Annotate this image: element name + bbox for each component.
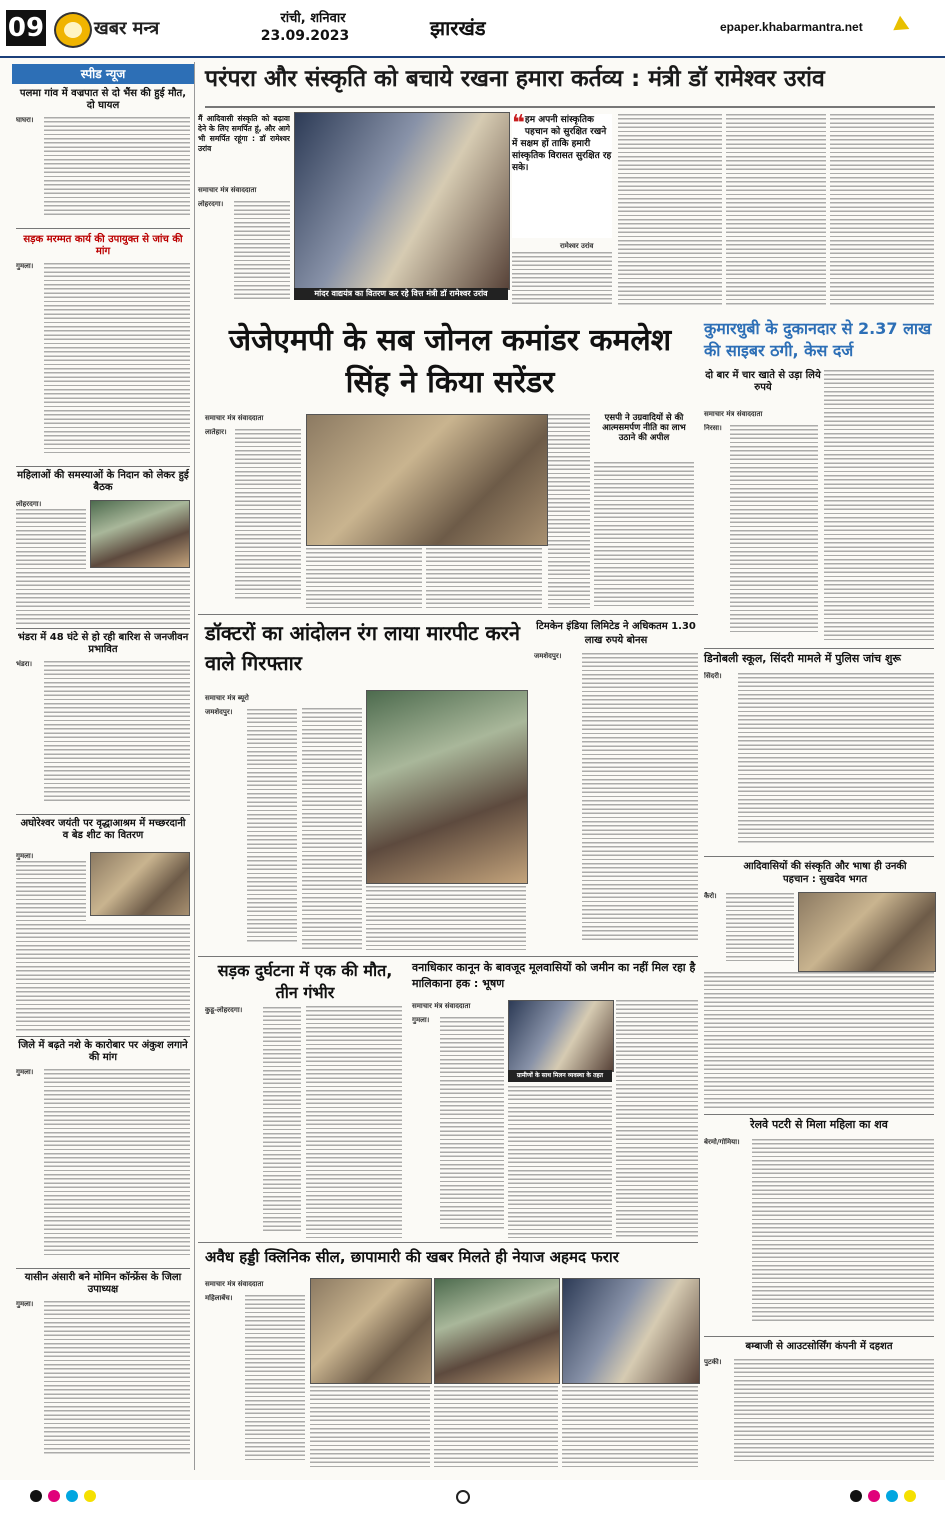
accident-col-1: कुडू-लोहरदगा। [205,1006,301,1238]
culture-col-1: कैरो। [704,892,794,968]
forest-col-2 [508,1086,612,1238]
divider [198,956,698,957]
doctors-col-3 [366,886,526,950]
logo-icon [54,12,92,48]
jjmp-col-3 [426,548,542,608]
top-story-byline: समाचार मंत्र संवाददाता [198,186,257,194]
cyber-subhead: दो बार में चार खाते से उड़ा लिये रुपये [705,370,821,393]
brand-name: खबर मन्त्र [94,18,160,39]
minister-photo [294,112,510,290]
left-story-5-body: गुमला। [16,852,86,922]
registration-dot-icon [868,1490,880,1502]
left-headline-2: सड़क मरम्मत कार्य की उपायुक्त से जांच की मांग [23,234,183,257]
divider [16,1036,190,1037]
left-story-5-text [16,924,190,1032]
left-headline-6: जिले में बढ़ते नशे के कारोबार पर अंकुश लगाने की मांग [18,1040,188,1063]
left-headline-7: यासीन अंसारी बने मोमिन कॉन्फ्रेंस के जिला उपाध्यक्ष [24,1272,182,1295]
jjmp-col-1: लातेहार। [205,428,301,608]
culture-photo [798,892,936,972]
doctors-col-1: जमशेदपुर। [205,708,297,950]
forest-photo-caption: ग्रामीणों के साथ मिलन व्यवस्था के तहत [508,1070,612,1082]
culture-headline: आदिवासियों की संस्कृति और भाषा ही उनकी पहचान : सुखदेव भगत [743,861,907,885]
divider [16,1268,190,1269]
quote-author: रामेश्वर उरांव [560,242,594,250]
cyber-col-1: निरसा। [704,424,818,642]
track-body: बेरमो/गोमिया। [704,1138,934,1332]
divider [704,648,934,649]
top-story-col-1: लोहरदगा। [198,200,290,308]
timken-headline: टिमकेन इंडिया लिमिटेड ने अधिकतम 1.30 लाख रुपये बोनस [536,621,696,646]
quote-mark-icon: ❝ [512,111,525,136]
outsourcing-body: पुटकी। [704,1358,934,1470]
registration-dot-icon [66,1490,78,1502]
divider [205,106,935,108]
doctors-col-2 [302,708,362,950]
left-story-1-body: घाघरा। [16,116,190,224]
divider [16,814,190,815]
top-story-intro: मैं आदिवासी संस्कृति को बढ़ावा देने के लिए समर्पित हूं, और आगे भी समर्पित रहूंगा : डॉ रामेश्वर उरांव [198,114,290,153]
registration-dot-icon [48,1490,60,1502]
left-story-3-body: लोहरदगा। [16,500,86,570]
left-story-4-body: भंडरा। [16,660,190,810]
section-title: झारखंड [430,16,486,40]
pull-quote: ❝ हम अपनी सांस्कृतिक पहचान को सुरक्षित रखने में सक्षम हों ताकि हमारी सांस्कृतिक विरासत सुरक्षित रह सके। [512,114,612,238]
divider [198,614,698,615]
clinic-col-1: महिलाबेंच। [205,1294,305,1470]
jjmp-headline: जेजेएमपी के सब जोनल कमांडर कमलेश सिंह ने किया सरेंडर [228,323,672,400]
accident-headline: सड़क दुर्घटना में एक की मौत, तीन गंभीर [217,961,393,1002]
jjmp-byline: समाचार मंत्र संवाददाता [205,414,264,422]
top-story-photo-caption: मांदर वाद्ययंत्र का वितरण कर रहे वित्त मंत्री डॉ रामेश्वर उरांव [294,288,508,300]
divider [704,1336,934,1337]
left-story-2-body: गुमला। [16,262,190,462]
divider [16,228,190,229]
left-headline-5: अघोरेश्वर जयंती पर वृद्धाआश्रम में मच्छरदानी व बेड शीट का वितरण [20,818,186,841]
top-story-col-6 [726,114,826,306]
track-headline: रेलवे पटरी से मिला महिला का शव [750,1118,888,1131]
forest-byline: समाचार मंत्र संवाददाता [412,1002,471,1010]
doctors-headline: डॉक्टरों का आंदोलन रंग लाया मारपीट करने वाले गिरफ्तार [205,621,520,675]
speed-news-band: स्पीड न्यूज [12,64,194,84]
timken-body: जमशेदपुर। [534,652,698,952]
forest-col-1: गुमला। [412,1016,504,1238]
school-body: सिंदरी। [704,672,934,852]
left-headline-3: महिलाओं की समस्याओं के निदान को लेकर हुई बैठक [17,470,189,493]
forest-col-3 [616,1000,698,1238]
crosshair-icon [456,1490,470,1504]
registration-dot-icon [904,1490,916,1502]
jjmp-col-4 [548,414,590,608]
clinic-col-2 [310,1386,430,1470]
divider [704,856,934,857]
accident-col-2 [306,1006,402,1238]
surrender-photo [306,414,548,546]
jjmp-col-5 [594,462,694,608]
top-story-col-4 [512,252,612,306]
meeting-photo [90,500,190,568]
registration-dot-icon [84,1490,96,1502]
left-story-3-text [16,572,190,624]
page-number: 09 [6,10,46,46]
arrested-photo [366,690,528,884]
clinic-photo-2 [434,1278,560,1384]
divider [16,466,190,467]
cyber-col-2 [824,370,934,642]
clinic-photo-3 [562,1278,700,1384]
doctors-byline: समाचार मंत्र ब्यूरो [205,694,249,702]
culture-col-2 [704,972,934,1110]
ashram-photo [90,852,190,916]
issue-date: 23.09.2023 [260,28,350,44]
outsourcing-headline: बम्बाजी से आउटसोर्सिंग कंपनी में दहशत [745,1341,893,1352]
top-story-col-5 [618,114,722,306]
clinic-headline: अवैध हड्डी क्लिनिक सील, छापामारी की खबर मिलते ही नेयाज अहमद फरार [205,1248,619,1266]
top-story-headline: परंपरा और संस्कृति को बचाये रखना हमारा कर्तव्य : मंत्री डॉ रामेश्वर उरांव [205,66,825,92]
divider [16,628,190,629]
left-story-7-body: गुमला। [16,1300,190,1464]
clinic-col-3 [434,1386,558,1470]
divider [704,1114,934,1115]
left-headline-1: पलमा गांव में वज्रपात से दो भैंस की हुई मौत, दो घायल [19,88,187,111]
place-day: रांची, शनिवार [280,11,346,26]
registration-dot-icon [850,1490,862,1502]
forest-headline: वनाधिकार कानून के बावजूद मूलवासियों को जमीन का नहीं मिल रहा है मालिकाना हक : भूषण [412,961,696,990]
cyber-headline: कुमारधुबी के दुकानदार से 2.37 लाख की साइबर ठगी, केस दर्ज [704,319,932,360]
registration-dot-icon [30,1490,42,1502]
jjmp-col-2 [306,548,422,608]
registration-dot-icon [886,1490,898,1502]
villagers-photo [508,1000,614,1072]
left-story-6-body: गुमला। [16,1068,190,1264]
cyber-byline: समाचार मंत्र संवाददाता [704,410,763,418]
top-story-col-7 [830,114,934,306]
epaper-link[interactable]: epaper.khabarmantra.net [720,20,863,34]
jjmp-highlight: एसपी ने उग्रवादियों से की आत्मसमर्पण नीति का लाभ उठाने की अपील [602,413,686,443]
clinic-col-4 [562,1386,698,1470]
clinic-byline: समाचार मंत्र संवाददाता [205,1280,264,1288]
footer [0,1480,945,1517]
clinic-photo-1 [310,1278,432,1384]
school-headline: डिनोबली स्कूल, सिंदरी मामले में पुलिस जांच शुरू [704,652,901,665]
left-headline-4: भंडरा में 48 घंटे से हो रही बारिश से जनजीवन प्रभावित [17,632,189,655]
divider [198,1242,698,1243]
